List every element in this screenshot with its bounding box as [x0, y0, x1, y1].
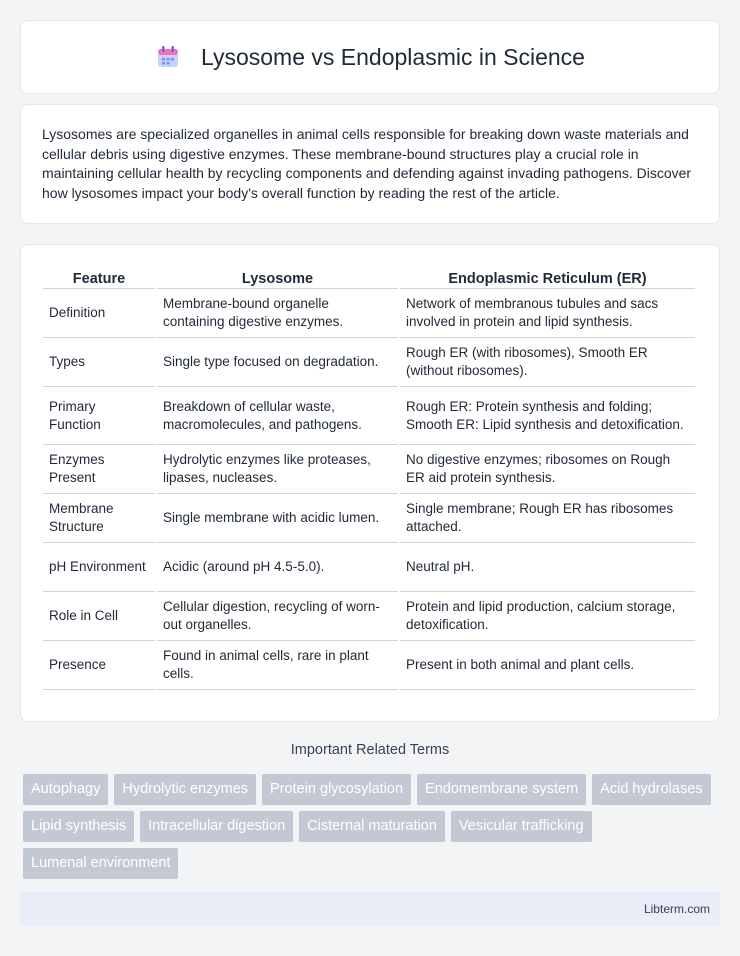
feature-cell: Enzymes Present	[43, 445, 155, 494]
tag-lipid-synthesis[interactable]: Lipid synthesis	[23, 811, 134, 842]
footer-brand-link[interactable]: Libterm.com	[643, 902, 710, 916]
page-title: Lysosome vs Endoplasmic in Science	[201, 43, 585, 70]
lysosome-cell: Single membrane with acidic lumen.	[157, 494, 398, 543]
tag-protein-glycosylation[interactable]: Protein glycosylation	[262, 774, 411, 805]
tag-acid-hydrolases[interactable]: Acid hydrolases	[592, 774, 710, 805]
column-header: Endoplasmic Reticulum (ER)	[400, 267, 695, 289]
column-header: Feature	[43, 267, 155, 289]
table-row	[43, 338, 695, 387]
calendar-icon	[155, 44, 181, 70]
feature-cell: Presence	[43, 641, 155, 690]
lysosome-cell: Cellular digestion, recycling of worn-out organelles.	[157, 592, 398, 641]
er-cell: Protein and lipid production, calcium storage, detoxification.	[400, 592, 695, 641]
feature-cell: pH Environment	[43, 543, 155, 592]
tag-autophagy[interactable]: Autophagy	[23, 774, 108, 805]
intro-card	[20, 104, 720, 224]
feature-cell: Primary Function	[43, 387, 155, 445]
feature-cell: Definition	[43, 289, 155, 338]
lysosome-cell: Found in animal cells, rare in plant cells.	[157, 641, 398, 690]
table-row	[43, 445, 695, 494]
lysosome-cell: Membrane-bound organelle containing digestive enzymes.	[157, 289, 398, 338]
table-row	[43, 641, 695, 690]
tag-intracellular-digestion[interactable]: Intracellular digestion	[140, 811, 293, 842]
er-cell: Single membrane; Rough ER has ribosomes attached.	[400, 494, 695, 543]
table-row	[43, 289, 695, 338]
er-cell: Network of membranous tubules and sacs involved in protein and lipid synthesis.	[400, 289, 695, 338]
table-header-row	[43, 267, 695, 289]
lysosome-cell: Breakdown of cellular waste, macromolecules, and pathogens.	[157, 387, 398, 445]
er-cell: Rough ER: Protein synthesis and folding; Smooth ER: Lipid synthesis and detoxification.	[400, 387, 695, 445]
er-cell: Present in both animal and plant cells.	[400, 641, 695, 690]
tag-hydrolytic-enzymes[interactable]: Hydrolytic enzymes	[114, 774, 256, 805]
table-row	[43, 387, 695, 445]
footer	[20, 892, 720, 926]
table-row	[43, 592, 695, 641]
tag-endomembrane-system[interactable]: Endomembrane system	[417, 774, 586, 805]
tag-vesicular-trafficking[interactable]: Vesicular trafficking	[451, 811, 592, 842]
column-header: Lysosome	[157, 267, 398, 289]
comparison-card	[20, 244, 720, 722]
related-terms-list	[23, 774, 723, 885]
table-row	[43, 494, 695, 543]
table-row	[43, 543, 695, 592]
related-terms-title: Important Related Terms	[290, 742, 450, 758]
header-card	[20, 20, 720, 94]
tag-lumenal-environment[interactable]: Lumenal environment	[23, 848, 178, 879]
lysosome-cell: Hydrolytic enzymes like proteases, lipases, nucleases.	[157, 445, 398, 494]
feature-cell: Role in Cell	[43, 592, 155, 641]
feature-cell: Types	[43, 338, 155, 387]
comparison-table	[41, 267, 697, 690]
er-cell: Rough ER (with ribosomes), Smooth ER (without ribosomes).	[400, 338, 695, 387]
lysosome-cell: Acidic (around pH 4.5-5.0).	[157, 543, 398, 592]
er-cell: Neutral pH.	[400, 543, 695, 592]
tag-cisternal-maturation[interactable]: Cisternal maturation	[299, 811, 445, 842]
er-cell: No digestive enzymes; ribosomes on Rough ER aid protein synthesis.	[400, 445, 695, 494]
lysosome-cell: Single type focused on degradation.	[157, 338, 398, 387]
feature-cell: Membrane Structure	[43, 494, 155, 543]
intro-text: Lysosomes are specialized organelles in animal cells responsible for breaking down waste materials and cellular debris using digestive enzymes. These membrane-bound structures play a crucial role in maintaining cellular health by recycling components and defending against invading pathogens. Discover how lysosomes impact your body's overall function by reading the rest of the article.	[42, 126, 692, 201]
